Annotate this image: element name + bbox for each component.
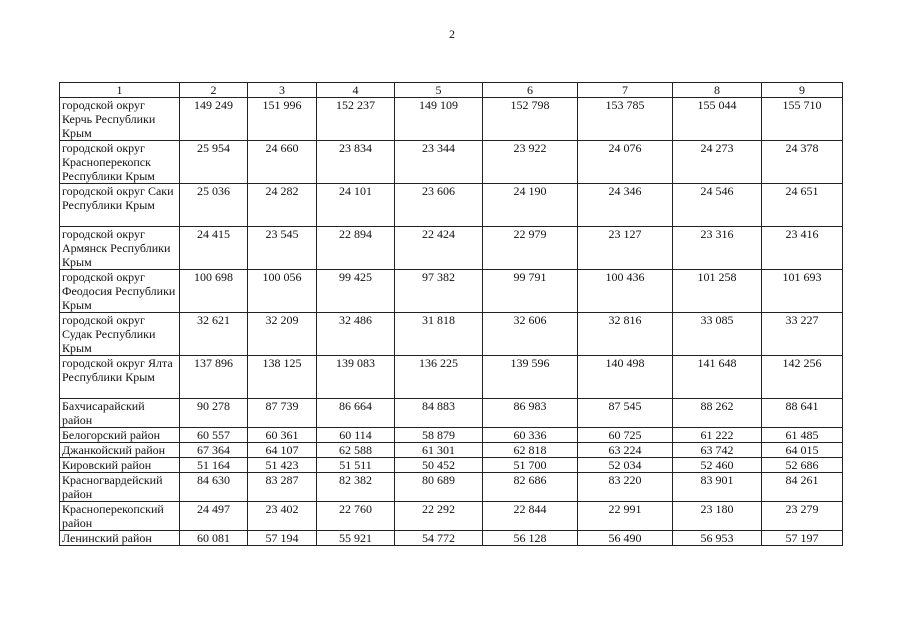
- cell-value: 62 818: [483, 443, 578, 458]
- cell-value: 97 382: [395, 270, 483, 313]
- cell-value: 88 641: [762, 399, 843, 428]
- cell-value: 141 648: [673, 356, 762, 399]
- cell-value: 63 224: [578, 443, 673, 458]
- cell-value: 24 273: [673, 141, 762, 184]
- row-name: городской округ Судак Республики Крым: [60, 313, 180, 356]
- cell-value: 24 282: [248, 184, 317, 227]
- cell-value: 100 698: [180, 270, 248, 313]
- column-header: 7: [578, 83, 673, 98]
- cell-value: 23 922: [483, 141, 578, 184]
- table-row: [60, 141, 843, 184]
- cell-value: 51 164: [180, 458, 248, 473]
- cell-value: 51 700: [483, 458, 578, 473]
- cell-value: 24 651: [762, 184, 843, 227]
- cell-value: 87 739: [248, 399, 317, 428]
- header-row: [60, 83, 843, 98]
- cell-value: 60 361: [248, 428, 317, 443]
- cell-value: 83 220: [578, 473, 673, 502]
- cell-value: 139 596: [483, 356, 578, 399]
- cell-value: 55 921: [317, 531, 395, 546]
- table-row: [60, 184, 843, 227]
- row-name: Бахчисарайский район: [60, 399, 180, 428]
- cell-value: 61 301: [395, 443, 483, 458]
- cell-value: 58 879: [395, 428, 483, 443]
- cell-value: 23 416: [762, 227, 843, 270]
- column-header: 6: [483, 83, 578, 98]
- cell-value: 32 486: [317, 313, 395, 356]
- cell-value: 23 344: [395, 141, 483, 184]
- cell-value: 50 452: [395, 458, 483, 473]
- row-name: городской округ Красноперекопск Республики Крым: [60, 141, 180, 184]
- table-row: [60, 473, 843, 502]
- cell-value: 101 693: [762, 270, 843, 313]
- cell-value: 32 209: [248, 313, 317, 356]
- cell-value: 51 511: [317, 458, 395, 473]
- row-name: городской округ Саки Республики Крым: [60, 184, 180, 227]
- column-header: 3: [248, 83, 317, 98]
- table-row: [60, 458, 843, 473]
- cell-value: 67 364: [180, 443, 248, 458]
- cell-value: 56 953: [673, 531, 762, 546]
- cell-value: 86 664: [317, 399, 395, 428]
- cell-value: 60 114: [317, 428, 395, 443]
- table-row: [60, 227, 843, 270]
- cell-value: 60 336: [483, 428, 578, 443]
- cell-value: 22 979: [483, 227, 578, 270]
- column-header: 4: [317, 83, 395, 98]
- cell-value: 62 588: [317, 443, 395, 458]
- cell-value: 140 498: [578, 356, 673, 399]
- column-header: 9: [762, 83, 843, 98]
- table-row: [60, 428, 843, 443]
- cell-value: 22 760: [317, 502, 395, 531]
- cell-value: 84 261: [762, 473, 843, 502]
- cell-value: 23 279: [762, 502, 843, 531]
- cell-value: 83 287: [248, 473, 317, 502]
- cell-value: 24 076: [578, 141, 673, 184]
- cell-value: 23 606: [395, 184, 483, 227]
- cell-value: 82 382: [317, 473, 395, 502]
- column-header: 8: [673, 83, 762, 98]
- row-name: городской округ Ялта Республики Крым: [60, 356, 180, 399]
- cell-value: 136 225: [395, 356, 483, 399]
- cell-value: 32 621: [180, 313, 248, 356]
- cell-value: 23 180: [673, 502, 762, 531]
- cell-value: 54 772: [395, 531, 483, 546]
- cell-value: 64 107: [248, 443, 317, 458]
- cell-value: 155 710: [762, 98, 843, 141]
- row-name: Кировский район: [60, 458, 180, 473]
- cell-value: 23 127: [578, 227, 673, 270]
- cell-value: 86 983: [483, 399, 578, 428]
- cell-value: 139 083: [317, 356, 395, 399]
- cell-value: 22 991: [578, 502, 673, 531]
- cell-value: 33 085: [673, 313, 762, 356]
- cell-value: 32 606: [483, 313, 578, 356]
- cell-value: 24 660: [248, 141, 317, 184]
- cell-value: 23 545: [248, 227, 317, 270]
- table-row: [60, 531, 843, 546]
- cell-value: 24 346: [578, 184, 673, 227]
- cell-value: 33 227: [762, 313, 843, 356]
- cell-value: 80 689: [395, 473, 483, 502]
- cell-value: 52 034: [578, 458, 673, 473]
- row-name: Красногвардейский район: [60, 473, 180, 502]
- cell-value: 24 497: [180, 502, 248, 531]
- table-row: [60, 98, 843, 141]
- row-name: Белогорский район: [60, 428, 180, 443]
- cell-value: 22 844: [483, 502, 578, 531]
- cell-value: 149 249: [180, 98, 248, 141]
- cell-value: 63 742: [673, 443, 762, 458]
- cell-value: 25 954: [180, 141, 248, 184]
- cell-value: 23 402: [248, 502, 317, 531]
- cell-value: 82 686: [483, 473, 578, 502]
- cell-value: 24 415: [180, 227, 248, 270]
- row-name: Джанкойский район: [60, 443, 180, 458]
- cell-value: 149 109: [395, 98, 483, 141]
- cell-value: 64 015: [762, 443, 843, 458]
- cell-value: 137 896: [180, 356, 248, 399]
- cell-value: 151 996: [248, 98, 317, 141]
- cell-value: 100 436: [578, 270, 673, 313]
- cell-value: 99 791: [483, 270, 578, 313]
- cell-value: 31 818: [395, 313, 483, 356]
- cell-value: 152 237: [317, 98, 395, 141]
- row-name: городской округ Керчь Республики Крым: [60, 98, 180, 141]
- cell-value: 60 557: [180, 428, 248, 443]
- cell-value: 142 256: [762, 356, 843, 399]
- cell-value: 153 785: [578, 98, 673, 141]
- cell-value: 61 485: [762, 428, 843, 443]
- cell-value: 101 258: [673, 270, 762, 313]
- row-name: Красноперекопский район: [60, 502, 180, 531]
- cell-value: 155 044: [673, 98, 762, 141]
- row-name: городской округ Армянск Республики Крым: [60, 227, 180, 270]
- cell-value: 100 056: [248, 270, 317, 313]
- table-row: [60, 313, 843, 356]
- cell-value: 90 278: [180, 399, 248, 428]
- column-header: 5: [395, 83, 483, 98]
- table-row: [60, 502, 843, 531]
- cell-value: 60 725: [578, 428, 673, 443]
- column-header: 2: [180, 83, 248, 98]
- cell-value: 138 125: [248, 356, 317, 399]
- cell-value: 32 816: [578, 313, 673, 356]
- cell-value: 24 546: [673, 184, 762, 227]
- cell-value: 52 460: [673, 458, 762, 473]
- table-row: [60, 356, 843, 399]
- table-row: [60, 443, 843, 458]
- table-row: [60, 270, 843, 313]
- cell-value: 52 686: [762, 458, 843, 473]
- cell-value: 56 128: [483, 531, 578, 546]
- cell-value: 83 901: [673, 473, 762, 502]
- table-row: [60, 399, 843, 428]
- cell-value: 152 798: [483, 98, 578, 141]
- row-name: Ленинский район: [60, 531, 180, 546]
- cell-value: 22 894: [317, 227, 395, 270]
- page-number: 2: [449, 27, 455, 41]
- population-table: [59, 82, 843, 546]
- cell-value: 22 424: [395, 227, 483, 270]
- cell-value: 24 101: [317, 184, 395, 227]
- cell-value: 51 423: [248, 458, 317, 473]
- cell-value: 84 883: [395, 399, 483, 428]
- cell-value: 25 036: [180, 184, 248, 227]
- cell-value: 87 545: [578, 399, 673, 428]
- column-header: 1: [60, 83, 180, 98]
- cell-value: 24 378: [762, 141, 843, 184]
- cell-value: 84 630: [180, 473, 248, 502]
- cell-value: 23 316: [673, 227, 762, 270]
- cell-value: 99 425: [317, 270, 395, 313]
- cell-value: 23 834: [317, 141, 395, 184]
- cell-value: 61 222: [673, 428, 762, 443]
- cell-value: 24 190: [483, 184, 578, 227]
- cell-value: 56 490: [578, 531, 673, 546]
- cell-value: 60 081: [180, 531, 248, 546]
- row-name: городской округ Феодосия Республики Крым: [60, 270, 180, 313]
- cell-value: 57 197: [762, 531, 843, 546]
- cell-value: 22 292: [395, 502, 483, 531]
- cell-value: 88 262: [673, 399, 762, 428]
- cell-value: 57 194: [248, 531, 317, 546]
